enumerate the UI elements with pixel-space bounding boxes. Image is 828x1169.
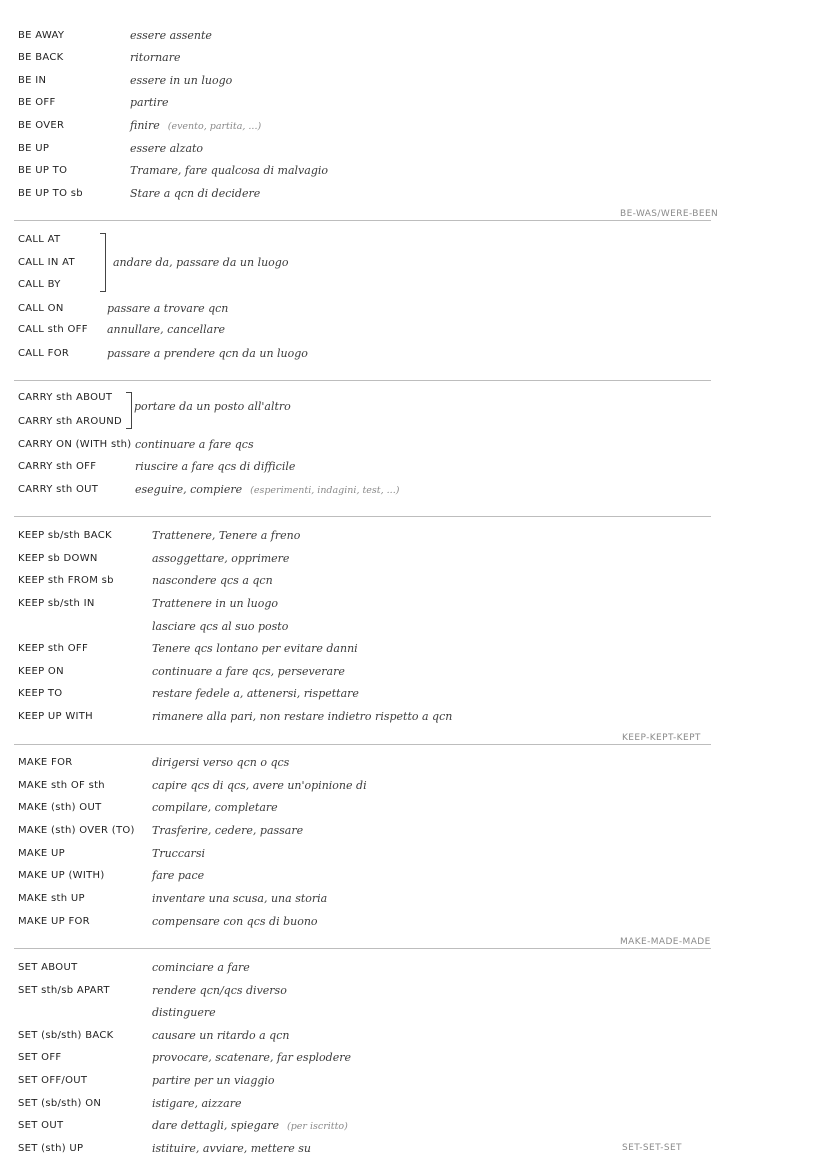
verb-forms: KEEP-KEPT-KEPT xyxy=(622,733,701,743)
group-meaning: andare da, passare da un luogo xyxy=(113,256,289,269)
meaning-text: essere alzato xyxy=(130,142,204,155)
meaning-text: compensare con qcs di buono xyxy=(152,915,318,928)
meaning-text: rimanere alla pari, non restare indietro rispetto a qcn xyxy=(152,710,453,723)
meaning-text: istituire, avviare, mettere su xyxy=(152,1142,311,1155)
meaning xyxy=(152,526,300,546)
meaning-note: (per iscritto) xyxy=(283,1121,348,1132)
verb-forms: MAKE-MADE-MADE xyxy=(620,937,711,947)
phrasal-verb: KEEP TO xyxy=(18,688,63,699)
meaning-text: essere assente xyxy=(130,29,212,42)
meaning-text: Trasferire, cedere, passare xyxy=(152,824,304,837)
phrasal-verb: BE OVER xyxy=(18,120,65,131)
phrasal-verb: CALL IN AT xyxy=(18,257,75,268)
meaning-text: Truccarsi xyxy=(152,847,205,860)
meaning xyxy=(152,1094,241,1114)
meaning xyxy=(152,1026,289,1046)
phrasal-verb: KEEP sth OFF xyxy=(18,643,89,654)
meaning-text: cominciare a fare xyxy=(152,961,250,974)
phrasal-verb: SET (sth) UP xyxy=(18,1143,84,1154)
grouping-bracket xyxy=(100,233,106,292)
meaning xyxy=(152,912,318,932)
meaning-note: (esperimenti, indagini, test, ...) xyxy=(247,485,400,496)
meaning-text: rendere qcn/qcs diverso xyxy=(152,984,287,997)
phrasal-verb: CALL ON xyxy=(18,303,64,314)
phrasal-verb: MAKE UP (WITH) xyxy=(18,870,105,881)
meaning-text: capire qcs di qcs, avere un'opinione di xyxy=(152,779,367,792)
meaning xyxy=(152,617,288,637)
meaning-text: partire per un viaggio xyxy=(152,1074,275,1087)
meaning-text: assoggettare, opprimere xyxy=(152,552,290,565)
meaning-text: lasciare qcs al suo posto xyxy=(152,620,289,633)
phrasal-verb: MAKE (sth) OVER (TO) xyxy=(18,825,135,836)
meaning xyxy=(130,26,212,46)
phrasal-verb: KEEP UP WITH xyxy=(18,711,93,722)
meaning xyxy=(130,93,169,113)
meaning xyxy=(130,48,181,68)
meaning xyxy=(152,776,367,796)
meaning-text: continuare a fare qcs xyxy=(135,438,254,451)
meaning xyxy=(152,981,287,1001)
meaning xyxy=(152,958,250,978)
meaning-text: Stare a qcn di decidere xyxy=(130,187,261,200)
phrasal-verb: KEEP sth FROM sb xyxy=(18,575,114,586)
phrasal-verb: CARRY ON (WITH sth) xyxy=(18,439,132,450)
meaning-text: riuscire a fare qcs di difficile xyxy=(135,460,296,473)
meaning xyxy=(152,571,273,591)
meaning xyxy=(152,707,452,727)
phrasal-verb: CARRY sth OUT xyxy=(18,484,99,495)
meaning xyxy=(130,161,328,181)
meaning xyxy=(107,299,228,319)
phrasal-verb: SET (sb/sth) ON xyxy=(18,1098,102,1109)
meaning-text: eseguire, compiere xyxy=(135,483,243,496)
verb-forms: BE-WAS/WERE-BEEN xyxy=(620,209,719,219)
phrasal-verb: MAKE UP xyxy=(18,848,65,859)
meaning xyxy=(152,639,358,659)
verb-forms: SET-SET-SET xyxy=(622,1143,682,1153)
section-divider xyxy=(14,948,711,949)
phrasal-verb: SET (sb/sth) BACK xyxy=(18,1030,114,1041)
meaning-text: fare pace xyxy=(152,869,205,882)
phrasal-verb: BE BACK xyxy=(18,52,64,63)
meaning-text: finire xyxy=(130,119,160,132)
meaning-text: essere in un luogo xyxy=(130,74,233,87)
meaning xyxy=(130,139,203,159)
phrasal-verb: MAKE sth UP xyxy=(18,893,85,904)
phrasal-verb: CALL FOR xyxy=(18,348,70,359)
group-meaning: portare da un posto all'altro xyxy=(134,400,291,413)
meaning-text: Trattenere, Tenere a freno xyxy=(152,529,301,542)
meaning-text: dirigersi verso qcn o qcs xyxy=(152,756,290,769)
section-divider xyxy=(14,516,711,517)
meaning-text: dare dettagli, spiegare xyxy=(152,1119,279,1132)
section-divider xyxy=(14,744,711,745)
meaning xyxy=(152,1048,351,1068)
meaning-text: Trattenere in un luogo xyxy=(152,597,279,610)
phrasal-verb: KEEP sb/sth IN xyxy=(18,598,95,609)
meaning-text: partire xyxy=(130,96,169,109)
phrasal-verb: CARRY sth OFF xyxy=(18,461,97,472)
phrasal-verb: KEEP sb/sth BACK xyxy=(18,530,112,541)
meaning-text: provocare, scatenare, far esplodere xyxy=(152,1051,351,1064)
meaning xyxy=(152,889,327,909)
phrasal-verb: MAKE sth OF sth xyxy=(18,780,105,791)
phrasal-verb: CALL BY xyxy=(18,279,61,290)
phrasal-verb: CARRY sth ABOUT xyxy=(18,392,113,403)
meaning xyxy=(152,1116,348,1136)
phrasal-verb: SET sth/sb APART xyxy=(18,985,110,996)
meaning xyxy=(152,1003,216,1023)
meaning-text: annullare, cancellare xyxy=(107,323,226,336)
meaning-text: istigare, aizzare xyxy=(152,1097,242,1110)
phrasal-verb: CARRY sth AROUND xyxy=(18,416,122,427)
phrasal-verb: MAKE FOR xyxy=(18,757,73,768)
phrasal-verb: BE UP TO sb xyxy=(18,188,83,199)
grouping-bracket xyxy=(126,392,132,429)
meaning-text: continuare a fare qcs, perseverare xyxy=(152,665,345,678)
phrasal-verb: BE AWAY xyxy=(18,30,65,41)
meaning-text: compilare, completare xyxy=(152,801,278,814)
phrasal-verb: BE UP xyxy=(18,143,50,154)
meaning xyxy=(152,684,359,704)
phrasal-verb: SET OUT xyxy=(18,1120,64,1131)
meaning-text: ritornare xyxy=(130,51,181,64)
meaning-text: passare a trovare qcn xyxy=(107,302,229,315)
phrasal-verb: BE UP TO xyxy=(18,165,68,176)
meaning-text: passare a prendere qcn da un luogo xyxy=(107,347,308,360)
meaning-text: inventare una scusa, una storia xyxy=(152,892,328,905)
meaning xyxy=(152,798,278,818)
meaning xyxy=(135,457,295,477)
meaning-text: Tramare, fare qualcosa di malvagio xyxy=(130,164,328,177)
meaning xyxy=(130,116,261,136)
meaning xyxy=(135,480,399,500)
phrasal-verb: SET OFF/OUT xyxy=(18,1075,88,1086)
phrasal-verb: BE OFF xyxy=(18,97,56,108)
phrasal-verb: SET OFF xyxy=(18,1052,62,1063)
meaning xyxy=(152,549,289,569)
phrasal-verb: CALL sth OFF xyxy=(18,324,88,335)
meaning xyxy=(152,753,289,773)
meaning xyxy=(152,844,205,864)
section-divider xyxy=(14,380,711,381)
meaning-text: nascondere qcs a qcn xyxy=(152,574,273,587)
phrasal-verb: MAKE (sth) OUT xyxy=(18,802,102,813)
meaning xyxy=(135,435,254,455)
phrasal-verb: KEEP sb DOWN xyxy=(18,553,98,564)
meaning xyxy=(152,1139,311,1159)
phrasal-verb: CALL AT xyxy=(18,234,61,245)
meaning-text: causare un ritardo a qcn xyxy=(152,1029,290,1042)
meaning xyxy=(152,594,278,614)
meaning xyxy=(152,662,345,682)
phrasal-verb: MAKE UP FOR xyxy=(18,916,90,927)
phrasal-verb: BE IN xyxy=(18,75,47,86)
meaning-text: distinguere xyxy=(152,1006,216,1019)
meaning-text: restare fedele a, attenersi, rispettare xyxy=(152,687,359,700)
meaning xyxy=(152,1071,275,1091)
meaning xyxy=(152,866,204,886)
phrasal-verb: SET ABOUT xyxy=(18,962,78,973)
section-divider xyxy=(14,220,711,221)
meaning xyxy=(107,344,308,364)
meaning-note: (evento, partita, ...) xyxy=(164,121,262,132)
phrasal-verb: KEEP ON xyxy=(18,666,64,677)
meaning xyxy=(107,320,225,340)
meaning xyxy=(130,71,232,91)
meaning xyxy=(152,821,303,841)
meaning-text: Tenere qcs lontano per evitare danni xyxy=(152,642,358,655)
meaning xyxy=(130,184,260,204)
